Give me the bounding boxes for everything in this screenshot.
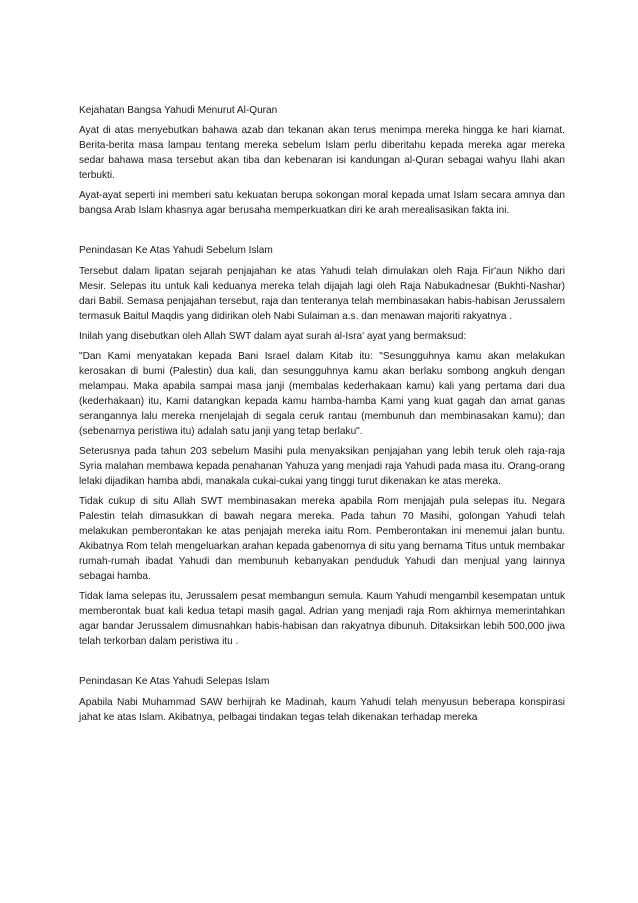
paragraph: Seterusnya pada tahun 203 sebelum Masihi pula menyaksikan penjajahan yang lebih teruk oleh raja-raja Syria malahan membawa kepada penahanan Yahuza yang menjadi raja Yahudi pada masa itu. Orang-orang lelaki dijadikan hamba abdi, manakala cukai-cukai yang tinggi turut dikenakan ke atas mereka.	[79, 446, 565, 487]
section-heading-selepas-islam: Penindasan Ke Atas Yahudi Selepas Islam	[79, 676, 270, 687]
paragraph: Ayat di atas menyebutkan bahawa azab dan tekanan akan terus menimpa mereka hingga ke hari kiamat. Berita-berita masa lampau tentang mereka sebelum Islam perlu diberitahu kepada mereka agar mereka sedar bahawa masa tersebut akan tiba dan kebenaran isi kandungan al-Quran sebagai wahyu Ilahi akan terbukti.	[79, 125, 565, 181]
section-spacer	[79, 654, 565, 674]
section-spacer	[79, 223, 565, 243]
section-heading-sebelum-islam: Penindasan Ke Atas Yahudi Sebelum Islam	[79, 245, 273, 256]
paragraph-quote: "Dan Kami menyatakan kepada Bani Israel dalam Kitab itu: "Sesungguhnya kamu akan melakukan kerosakan di bumi (Palestin) dua kali, dan sesungguhnya kamu akan berlaku sombong angkuh dengan melampau. Maka apabila sampai masa janji (membalas kederhakaan kamu) kali yang pertama dari dua (kederhakaan) itu, Kami datangkan kepada kamu hamba-hamba Kami yang kuat gagah dan amat ganas serangannya lalu mereka rnenjelajah di segala ceruk rantau (membunuh dan membinasakan kamu); dan (sebenarnya peristiwa itu) adalah satu janji yang tetap berlaku".	[79, 351, 565, 437]
paragraph: Ayat-ayat seperti ini memberi satu kekuatan berupa sokongan moral kepada umat Islam secara amnya dan bangsa Arab Islam khasnya agar berusaha memperkuatkan diri ke arah merealisasikan fakta ini.	[79, 190, 565, 216]
paragraph: Tidak lama selepas itu, Jerussalem pesat membangun semula. Kaum Yahudi mengambil kesempatan untuk memberontak buat kali kedua tetapi masih gagal. Adrian yang menjadi raja Rom akhirnya memerintahkan agar bandar Jerussalem dimusnahkan habis-habisan dan rakyatnya dibunuh. Ditaksirkan lebih 500,000 jiwa telah terkorban dalam peristiwa itu .	[79, 591, 565, 647]
document-body	[79, 103, 565, 730]
paragraph: Inilah yang disebutkan oleh Allah SWT dalam ayat surah al-Isra' ayat yang bermaksud:	[79, 331, 467, 342]
paragraph: Tidak cukup di situ Allah SWT membinasakan mereka apabila Rom menjajah pula selepas itu. Negara Palestin telah dimasukkan di bawah negara mereka. Pada tahun 70 Masihi, golongan Yahudi telah melakukan pemberontakan ke atas penjajah mereka iaitu Rom. Pemberontakan ini menemui jalan buntu. Akibatnya Rom telah mengeluarkan arahan kepada gabenornya di situ yang bernama Titus untuk membakar rumah-rumah ibadat Yahudi dan membunuh kebanyakan penduduk Yahudi dan menjual yang lainnya sebagai hamba.	[79, 496, 565, 582]
paragraph: Apabila Nabi Muhammad SAW berhijrah ke Madinah, kaum Yahudi telah menyusun beberapa konspirasi jahat ke atas Islam. Akibatnya, pelbagai tindakan tegas telah dikenakan terhadap mereka	[79, 697, 565, 723]
section-heading-kejahatan: Kejahatan Bangsa Yahudi Menurut Al-Quran	[79, 105, 278, 116]
paragraph: Tersebut dalam lipatan sejarah penjajahan ke atas Yahudi telah dimulakan oleh Raja Fir'aun Nikho dari Mesir. Selepas itu untuk kali keduanya mereka telah dijajah lagi oleh Raja Nabukadnesar (Bukhti-Nashar) dari Babil. Semasa penjajahan tersebut, raja dan tenteranya telah membinasakan habis-habisan Jerussalem termasuk Baitul Maqdis yang didirikan oleh Nabi Sulaiman a.s. dan menawan majoriti rakyatnya .	[79, 266, 565, 322]
